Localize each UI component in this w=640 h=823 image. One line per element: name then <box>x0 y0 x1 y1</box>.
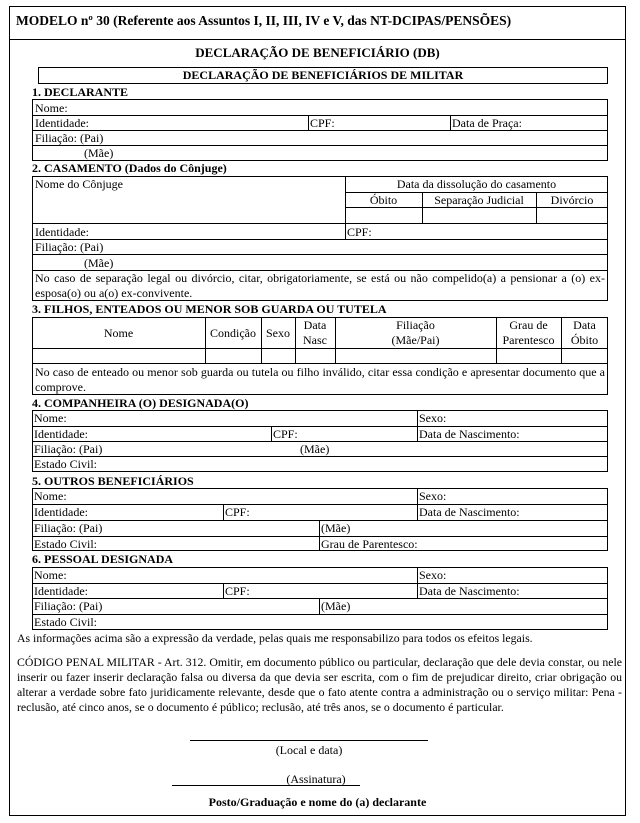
outros-pai-field[interactable]: Filiação: (Pai) <box>34 521 103 535</box>
filhos-grau-header-1: Grau de <box>509 318 548 332</box>
model-header: MODELO nº 30 (Referente aos Assuntos I, II, III, IV e V, das NT-DCIPAS/PENSÕES) <box>16 13 512 28</box>
pessoal-data-nasc-field[interactable]: Data de Nascimento: <box>419 584 520 598</box>
divorcio-header: Divórcio <box>550 193 594 207</box>
filhos-data-obito-header-2: Óbito <box>570 333 599 347</box>
local-data-line <box>190 740 428 741</box>
section-1-title: 1. DECLARANTE <box>32 85 129 99</box>
filhos-sexo-header: Sexo <box>266 326 290 340</box>
declarante-pai-field[interactable]: Filiação: (Pai) <box>35 131 104 145</box>
declarante-mae-field[interactable]: (Mãe) <box>84 146 114 160</box>
conjuge-nome-header: Nome do Cônjuge <box>35 177 123 191</box>
filhos-condicao-header: Condição <box>210 326 256 340</box>
pessoal-identidade-field[interactable]: Identidade: <box>34 584 88 598</box>
posto-graduacao-label: Posto/Graduação e nome do (a) declarante <box>208 795 427 809</box>
section-6-title: 6. PESSOAL DESIGNADA <box>32 552 174 566</box>
pessoal-mae-field[interactable]: (Mãe) <box>321 599 351 613</box>
declarante-cpf-field[interactable]: CPF: <box>310 116 335 130</box>
outros-mae-field[interactable]: (Mãe) <box>321 521 351 535</box>
companheira-cpf-field[interactable]: CPF: <box>273 427 298 441</box>
outros-data-nasc-field[interactable]: Data de Nascimento: <box>419 505 520 519</box>
conjuge-mae-field[interactable]: (Mãe) <box>84 256 114 270</box>
companheira-estado-civil-field[interactable]: Estado Civil: <box>34 457 97 471</box>
companheira-sexo-field[interactable]: Sexo: <box>419 411 447 425</box>
pessoal-nome-field[interactable]: Nome: <box>34 568 67 582</box>
pessoal-cpf-field[interactable]: CPF: <box>225 584 250 598</box>
document-title: DECLARAÇÃO DE BENEFICIÁRIO (DB) <box>195 45 440 60</box>
pessoal-estado-civil-field[interactable]: Estado Civil: <box>34 615 97 629</box>
companheira-mae-field[interactable]: (Mãe) <box>300 442 330 456</box>
outros-nome-field[interactable]: Nome: <box>34 489 67 503</box>
section-3-title: 3. FILHOS, ENTEADOS OU MENOR SOB GUARDA OU TUTELA <box>32 302 387 316</box>
filhos-data-nasc-header-2: Nasc <box>303 333 327 347</box>
local-data-label: (Local e data) <box>275 743 343 757</box>
dissolucao-header: Data da dissolução do casamento <box>396 177 557 191</box>
outros-identidade-field[interactable]: Identidade: <box>34 505 88 519</box>
companheira-data-nasc-field[interactable]: Data de Nascimento: <box>419 427 520 441</box>
conjuge-pai-field[interactable]: Filiação: (Pai) <box>35 240 104 254</box>
outros-cpf-field[interactable]: CPF: <box>225 505 250 519</box>
filhos-nome-header: Nome <box>103 326 134 340</box>
conjuge-identidade-field[interactable]: Identidade: <box>35 225 89 239</box>
section-2-title: 2. CASAMENTO (Dados do Cônjuge) <box>32 161 227 175</box>
companheira-pai-field[interactable]: Filiação: (Pai) <box>34 442 103 456</box>
outros-grau-field[interactable]: Grau de Parentesco: <box>321 537 418 551</box>
declarante-nome-field[interactable]: Nome: <box>35 101 68 115</box>
filhos-grau-header-2: Parentesco <box>502 333 555 347</box>
codigo-penal-texto: CÓDIGO PENAL MILITAR - Art. 312. Omitir, em documento público ou particular, declaração que dele devia constar, ou nele inserir ou fazer inserir declaração falsa ou diversa da que devia ser escrita, com o fim de prejudicar direito, criar obrigação ou alterar a verdade sobre fato juridicamente relevante, desde que o fato atente contra a administração ou o serviço militar: Pena - reclusão, até cinco anos, se o documento é público; reclusão, até três anos, se o documento é particular. <box>17 655 622 714</box>
companheira-identidade-field[interactable]: Identidade: <box>34 427 88 441</box>
separacao-header: Separação Judicial <box>434 193 524 207</box>
pessoal-sexo-field[interactable]: Sexo: <box>419 568 447 582</box>
document-subtitle: DECLARAÇÃO DE BENEFICIÁRIOS DE MILITAR <box>182 68 464 82</box>
outros-estado-civil-field[interactable]: Estado Civil: <box>34 537 97 551</box>
companheira-nome-field[interactable]: Nome: <box>34 411 67 425</box>
declaracao-verdade: As informações acima são a expressão da verdade, pelas quais me responsabilizo para todos os efeitos legais. <box>17 631 533 645</box>
declarante-data-praca-field[interactable]: Data de Praça: <box>452 116 522 130</box>
header-divider <box>9 39 626 40</box>
pessoal-pai-field[interactable]: Filiação: (Pai) <box>34 599 103 613</box>
declarante-identidade-field[interactable]: Identidade: <box>35 116 89 130</box>
section-5-title: 5. OUTROS BENEFICIÁRIOS <box>32 474 194 488</box>
obito-header: Óbito <box>369 193 398 207</box>
filhos-nota: No caso de enteado ou menor sob guarda ou tutela ou filho inválido, citar essa condição e apresentar documento que a comprove. <box>35 365 605 394</box>
filhos-data-obito-header-1: Data <box>573 318 596 332</box>
filhos-data-nasc-header-1: Data <box>303 318 327 332</box>
filhos-filiacao-header-2: (Mãe/Pai) <box>391 333 440 347</box>
assinatura-label: (Assinatura) <box>286 772 346 786</box>
outros-sexo-field[interactable]: Sexo: <box>419 489 447 503</box>
filhos-filiacao-header-1: Filiação <box>396 318 435 332</box>
conjuge-cpf-field[interactable]: CPF: <box>347 225 372 239</box>
separacao-nota: No caso de separação legal ou divórcio, citar, obrigatoriamente, se está ou não compelido(a) a pensionar a (o) ex-esposa(o) ou a(o) ex-convivente. <box>35 271 605 300</box>
section-4-title: 4. COMPANHEIRA (O) DESIGNADA(O) <box>32 396 249 410</box>
